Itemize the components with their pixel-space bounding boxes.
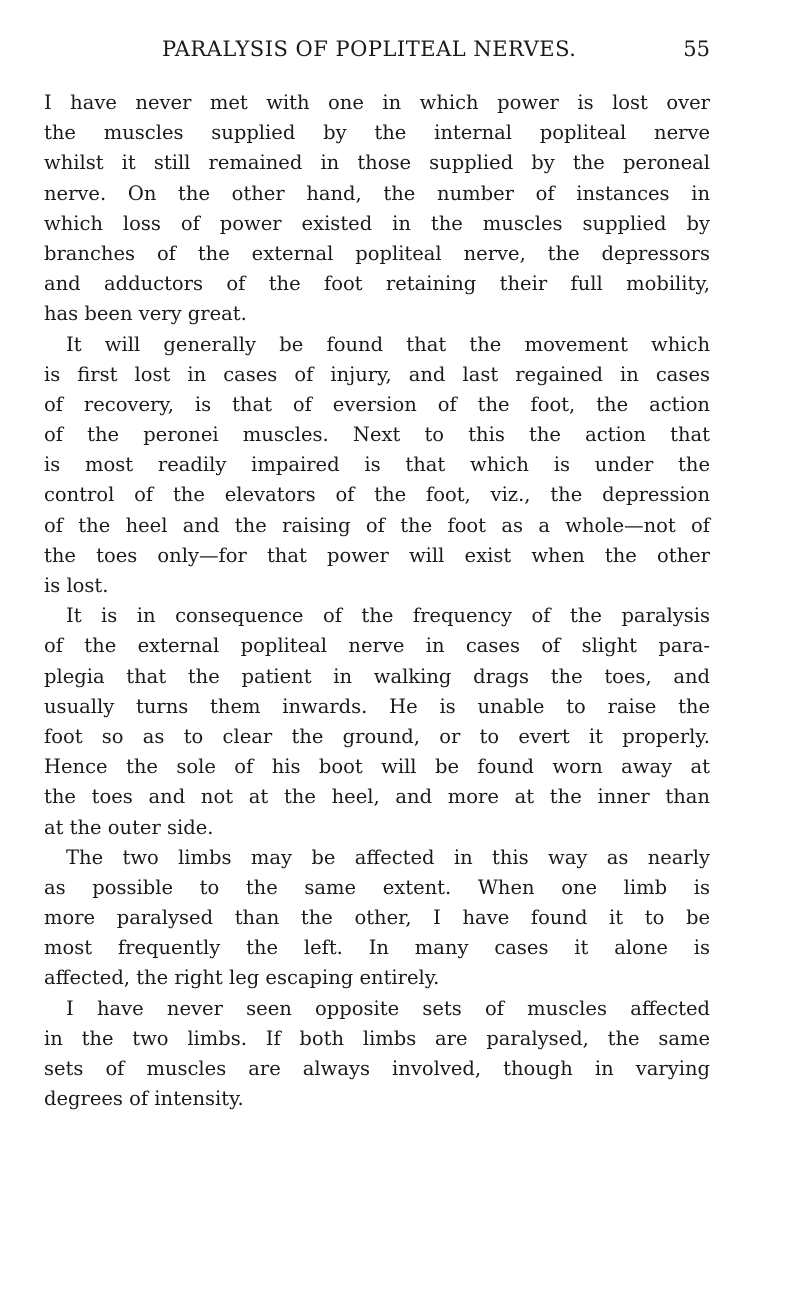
text-line: of the peronei muscles. Next to this the action that <box>44 423 710 447</box>
text-line: usually turns them inwards. He is unable to raise the <box>44 694 710 718</box>
text-line: most frequently the left. In many cases it alone is <box>44 936 710 960</box>
running-title: PARALYSIS OF POPLITEAL NERVES. <box>162 37 577 61</box>
text-line: at the outer side. <box>44 815 214 839</box>
text-line: affected, the right leg escaping entirely. <box>44 966 440 990</box>
text-line: of recovery, is that of eversion of the foot, the action <box>44 392 710 416</box>
text-line: in the two limbs. If both limbs are paralysed, the same <box>44 1026 710 1050</box>
text-line: plegia that the patient in walking drags the toes, and <box>44 664 710 688</box>
text-line: I have never met with one in which power is lost over <box>44 91 710 114</box>
text-line: whilst it still remained in those supplied by the peroneal <box>44 151 710 175</box>
text-line: degrees of intensity. <box>44 1087 244 1111</box>
text-line: is first lost in cases of injury, and last regained in cases <box>44 362 710 386</box>
text-line: the muscles supplied by the internal popliteal nerve <box>44 121 710 145</box>
page-number: 55 <box>683 37 710 61</box>
text-line: control of the elevators of the foot, viz., the depression <box>44 483 710 507</box>
paragraph-3 <box>44 601 710 843</box>
text-line: Hence the sole of his boot will be found worn away at <box>44 755 710 779</box>
text-line: nerve. On the other hand, the number of instances in <box>44 181 710 205</box>
paragraph-4 <box>44 843 710 994</box>
body-text <box>44 88 710 1114</box>
text-line: It is in consequence of the frequency of the paralysis <box>66 604 710 628</box>
text-line: It will generally be found that the movement which <box>66 332 710 356</box>
text-line: is most readily impaired is that which is under the <box>44 453 710 477</box>
text-line: the toes and not at the heel, and more at the inner than <box>44 785 710 809</box>
text-line: and adductors of the foot retaining their full mobility, <box>44 272 710 296</box>
paragraph-2 <box>44 330 710 602</box>
text-line: as possible to the same extent. When one limb is <box>44 875 710 899</box>
text-line: which loss of power existed in the muscles supplied by <box>44 211 710 235</box>
text-line: has been very great. <box>44 302 247 326</box>
text-line: the toes only—for that power will exist when the other <box>44 543 710 567</box>
paragraph-1 <box>44 88 710 330</box>
text-line: is lost. <box>44 574 109 597</box>
text-line: sets of muscles are always involved, though in varying <box>44 1057 710 1080</box>
text-line: of the heel and the raising of the foot as a whole—not of <box>44 513 710 537</box>
text-line: I have never seen opposite sets of muscles affected <box>66 996 710 1020</box>
text-line: The two limbs may be affected in this way as nearly <box>66 845 710 869</box>
running-head <box>44 37 710 67</box>
text-line: foot so as to clear the ground, or to evert it properly. <box>44 724 710 748</box>
paragraph-5 <box>44 994 710 1115</box>
text-line: more paralysed than the other, I have found it to be <box>44 906 710 930</box>
text-line: branches of the external popliteal nerve, the depressors <box>44 241 710 265</box>
text-line: of the external popliteal nerve in cases of slight para- <box>44 634 710 658</box>
